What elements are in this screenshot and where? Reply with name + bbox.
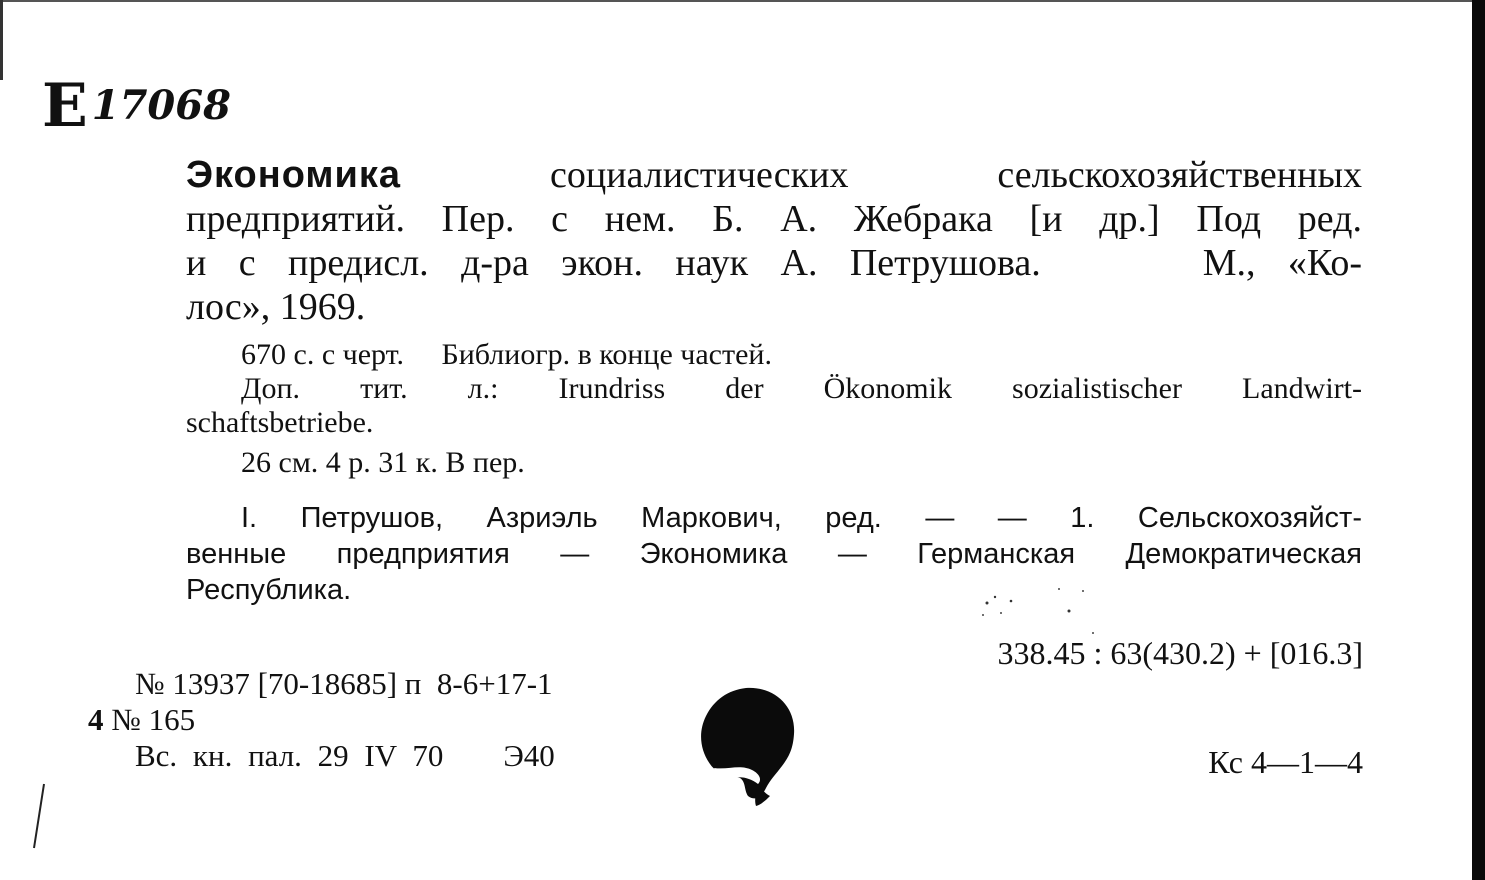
card-right-edge xyxy=(1472,0,1485,880)
pencil-mark-icon xyxy=(28,782,48,852)
card-left-edge xyxy=(0,0,3,80)
inventory-stamp xyxy=(42,71,231,141)
title-line: Экономика социалистических сельскохозяйственных xyxy=(186,154,1362,196)
card-top-edge xyxy=(0,0,1485,2)
title-line: лос», 1969. xyxy=(186,286,366,328)
ink-blot-icon xyxy=(696,684,800,808)
parallel-title-line2: schaftsbetriebe. xyxy=(186,406,374,439)
ink-specks-icon xyxy=(975,585,1095,645)
order-number-line: № 13937 [70-18685] п 8-6+17-1 xyxy=(135,666,553,701)
udc-classification: 338.45 : 63(430.2) + [016.3] xyxy=(997,635,1363,671)
notes-line1: I. Петрушов, Азриэль Маркович, ред. — — 1. Сельскохозяйст- xyxy=(241,502,1362,534)
inventory-number: 17068 xyxy=(91,82,231,129)
pages-line: 670 с. с черт. Библиогр. в конце частей. xyxy=(241,338,772,371)
title-block xyxy=(186,153,1362,329)
size-price-line: 26 см. 4 р. 31 к. В пер. xyxy=(241,446,525,479)
title-line: предприятий. Пер. с нем. Б. А. Жебрака [и др.] Под ред. xyxy=(186,198,1362,240)
copies-number: № 165 xyxy=(111,702,196,737)
chamber-date: Вс. кн. пал. 29 IV 70 xyxy=(135,738,444,773)
price-code: Кс 4—1—4 xyxy=(1208,744,1363,780)
title-line: и с предисл. д-ра экон. наук А. Петрушова. М., «Ко- xyxy=(186,242,1362,284)
copies-prefix: 4 xyxy=(88,702,104,737)
inventory-letter: E xyxy=(42,71,86,141)
notes-line2: венные предприятия — Экономика — Германская Демократическая xyxy=(186,538,1362,570)
chamber-line xyxy=(135,738,555,774)
parallel-title-line1: Доп. тит. л.: Irundriss der Ökonomik sozialistischer Landwirt- xyxy=(241,372,1362,405)
chamber-code: Э40 xyxy=(503,738,555,773)
title-lead-word: Экономика xyxy=(186,154,402,196)
tracings-notes xyxy=(186,500,1362,608)
parallel-title xyxy=(186,372,1362,440)
notes-line3: Республика. xyxy=(186,574,352,606)
copies-line xyxy=(88,702,195,738)
